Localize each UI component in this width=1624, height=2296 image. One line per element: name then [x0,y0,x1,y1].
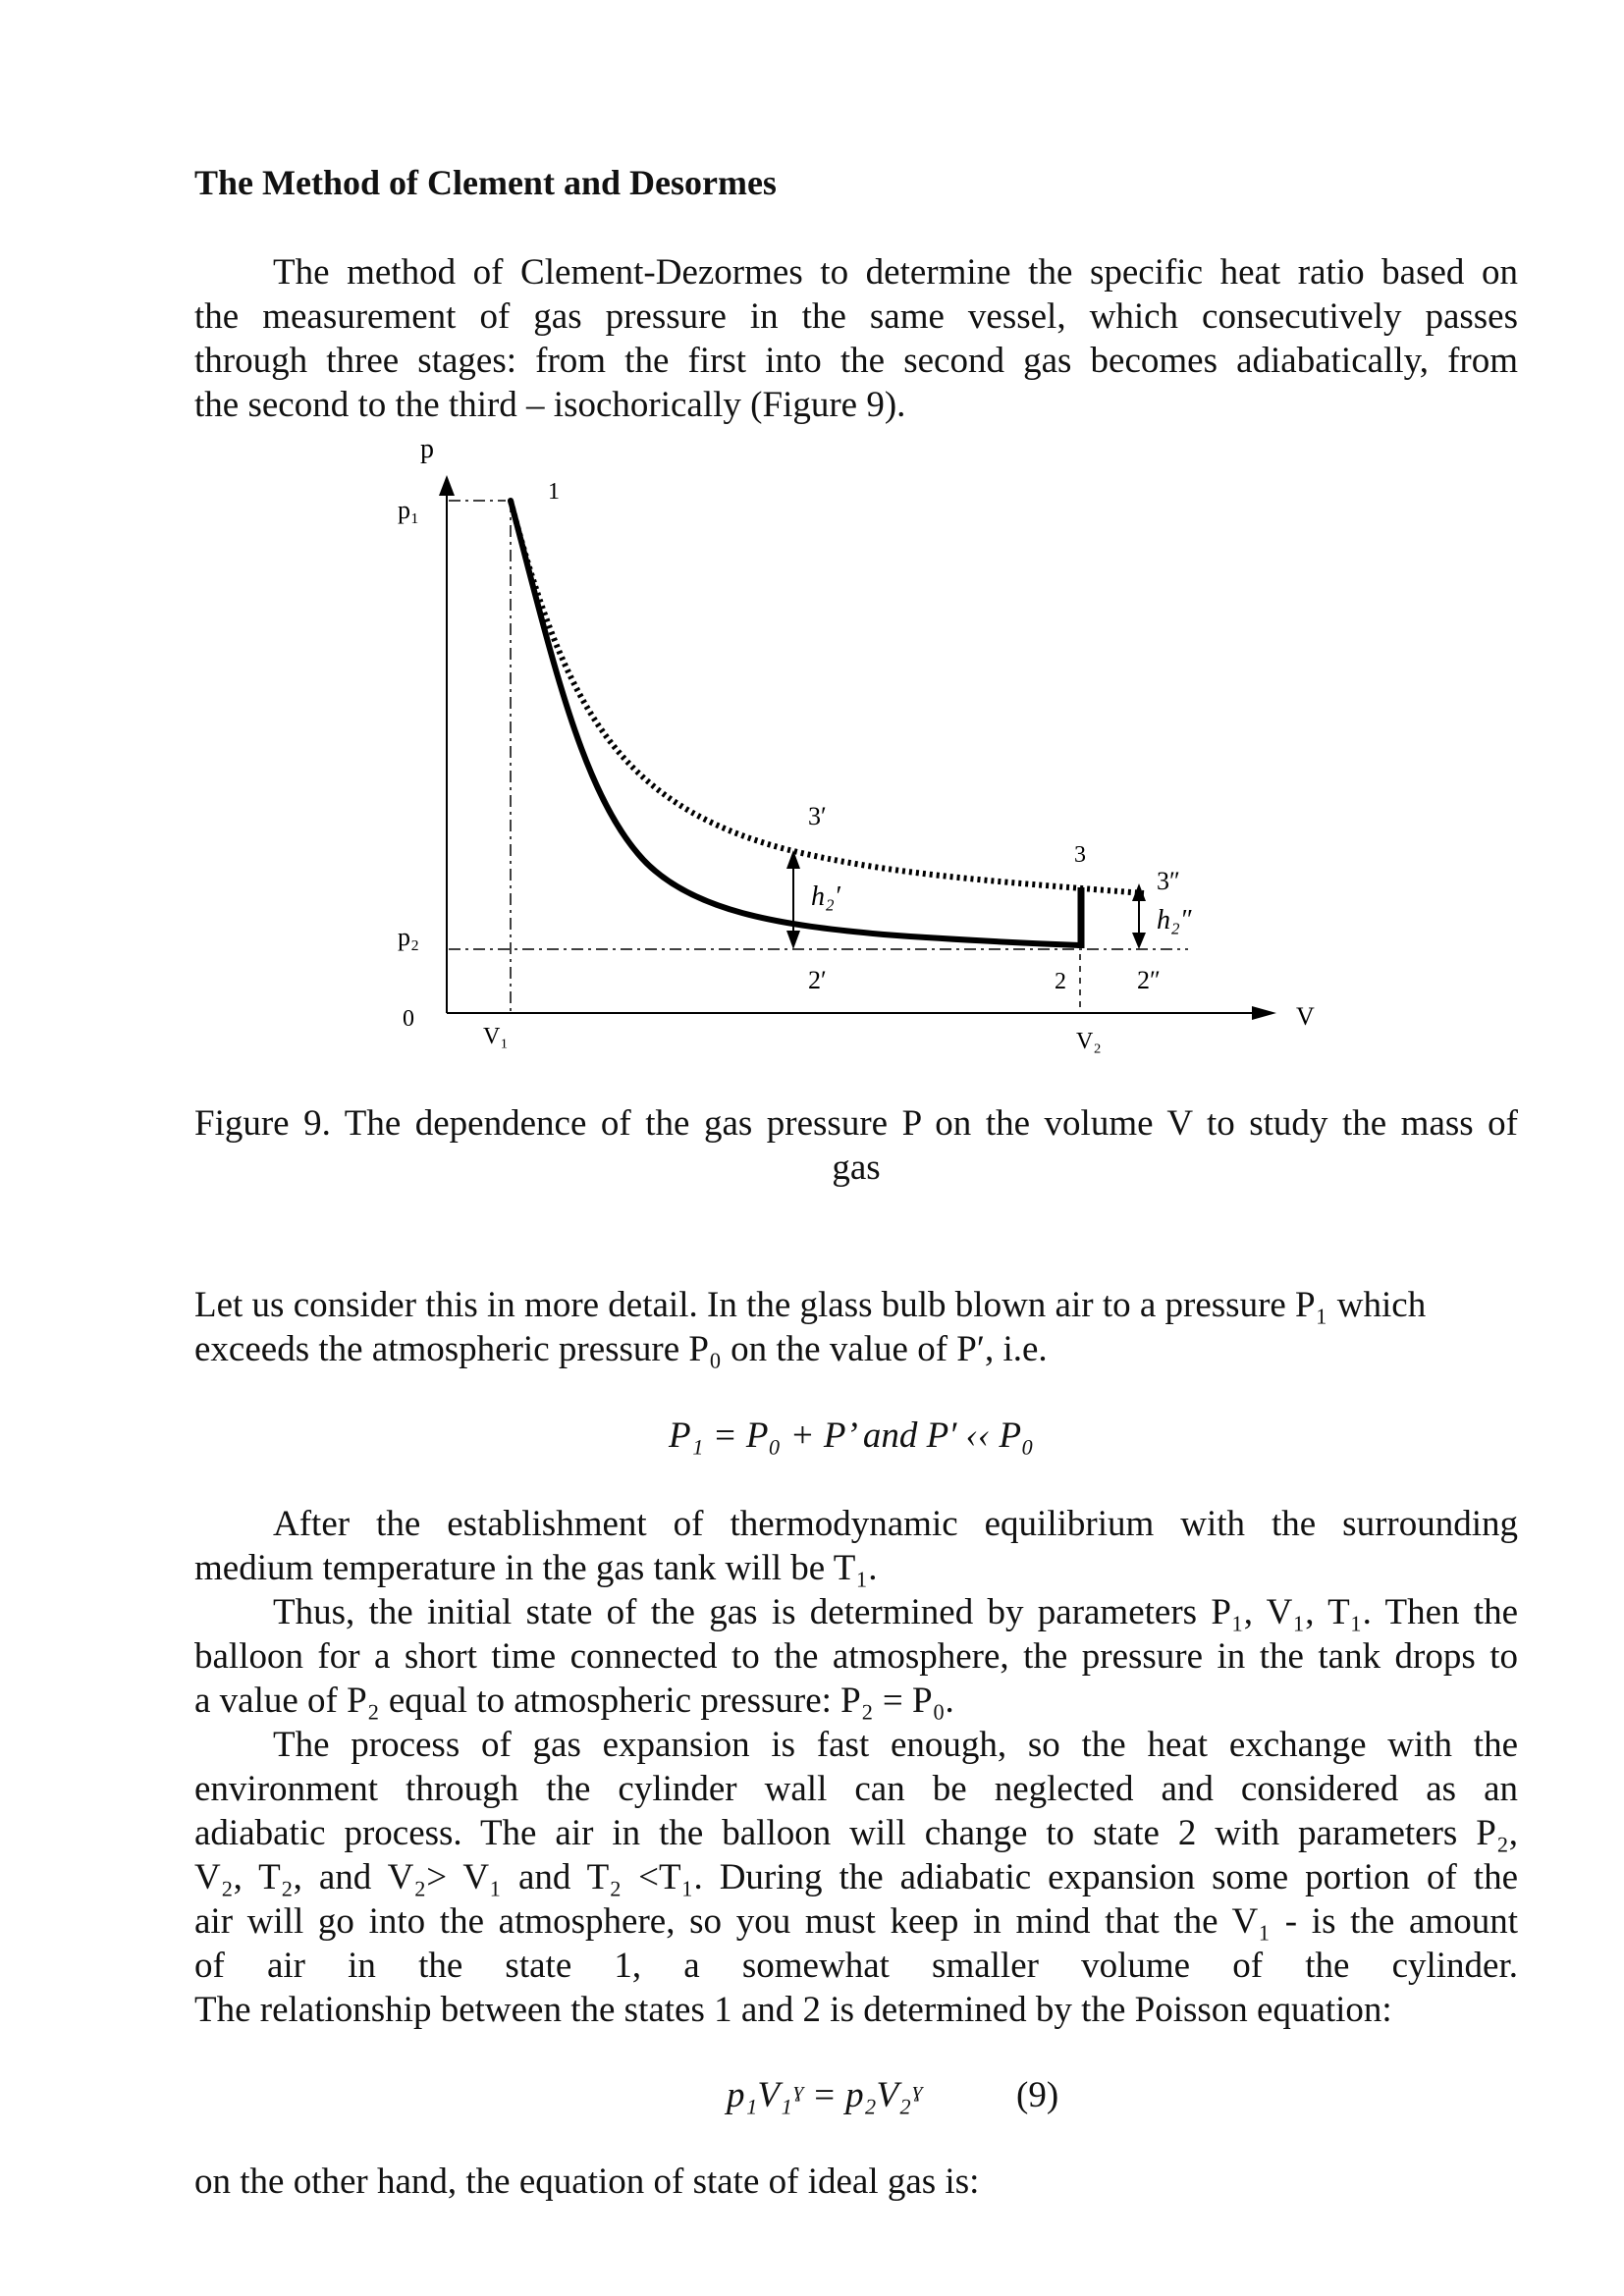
intro-line: the measurement of gas pressure in the same vessel, which consecutively passes [194,296,1518,337]
paragraph-line: The process of gas expansion is fast enough, so the heat exchange with the [273,1725,1518,1765]
paragraph-line: balloon for a short time connected to the atmosphere, the pressure in the tank drops to [194,1636,1518,1677]
paragraph-4 [194,1723,1518,2032]
point-3-double-prime-label: 3″ [1157,867,1180,895]
p1-label: p₁ [398,496,420,524]
axis-p-label: p [420,434,434,464]
v-axis-arrow [1252,1006,1276,1020]
axis-v-label: V [1296,1002,1315,1031]
intro-line: The method of Clement-Dezormes to determine the specific heat ratio based on [273,252,1518,293]
point-2-label: 2 [1055,969,1066,994]
point-2-prime-label: 2′ [808,966,827,994]
p2-label: p₂ [398,923,420,951]
adiabat-curve [511,501,1080,945]
paragraph-line: medium temperature in the gas tank will be T₁. [194,1548,878,1588]
paragraph-line: V₂, T₂, and V₂> V₁ and T₂ <T₁. During the adiabatic expansion some portion of the [194,1857,1518,1897]
point-3-prime-label: 3′ [808,802,827,830]
caption-line: gas [832,1148,881,1188]
intro-line: the second to the third – isochorically (Figure 9). [194,385,906,425]
v2-label: V₂ [1076,1029,1102,1054]
h2-prime-label: h₂′ [811,881,840,912]
section-title: The Method of Clement and Desormes [194,163,777,202]
paragraph-line: Thus, the initial state of the gas is determined by parameters P₁, V₁, T₁. Then the [273,1592,1518,1632]
point-2-double-prime-label: 2″ [1137,966,1161,994]
v1-label: V₁ [483,1024,509,1049]
paragraph-line: Let us consider this in more detail. In the glass bulb blown air to a pressure P₁ which [194,1285,1427,1325]
p-axis-arrow [439,475,455,496]
caption-line: Figure 9. The dependence of the gas pressure P on the volume V to study the mass of [194,1103,1518,1144]
paragraph-line: environment through the cylinder wall can be neglected and considered as an [194,1769,1518,1809]
paragraph-1 [194,1283,1518,1371]
paragraph-3 [194,1590,1518,1723]
paragraph-line: The relationship between the states 1 and 2 is determined by the Poisson equation: [194,1990,1392,2030]
paragraph-line: air will go into the atmosphere, so you must keep in mind that the V₁ - is the amount [194,1901,1518,1942]
final-line: on the other hand, the equation of state of ideal gas is: [194,2162,980,2202]
paragraph-2 [194,1502,1518,1590]
poisson-equation: p₁V₁ˠ = p₂V₂ˠ [727,2075,922,2115]
paragraph-line: of air in the state 1, a somewhat smaller volume of the cylinder. [194,1946,1518,1986]
paragraph-line: adiabatic process. The air in the balloon will change to state 2 with parameters P₂, [194,1813,1518,1853]
isotherm-curve [511,501,1144,893]
paragraph-line: After the establishment of thermodynamic equilibrium with the surrounding [273,1504,1518,1544]
equation-number: (9) [1016,2075,1059,2115]
paragraph-line: exceeds the atmospheric pressure P₀ on the value of P′, i.e. [194,1329,1048,1369]
paragraph-line: a value of P₂ equal to atmospheric pressure: P₂ = P₀. [194,1681,954,1721]
h2-double-prime-label: h₂″ [1157,905,1192,935]
zero-label: 0 [403,1006,414,1032]
point-1-label: 1 [548,479,560,505]
figure-caption [194,1101,1518,1190]
equation-1: P₁ = P₀ + P’ and P′ ‹‹ P₀ [669,1415,1034,1456]
pv-diagram [0,0,1624,1070]
intro-line: through three stages: from the first into the second gas becomes adiabatically, from [194,341,1518,381]
point-3-label: 3 [1074,842,1086,868]
